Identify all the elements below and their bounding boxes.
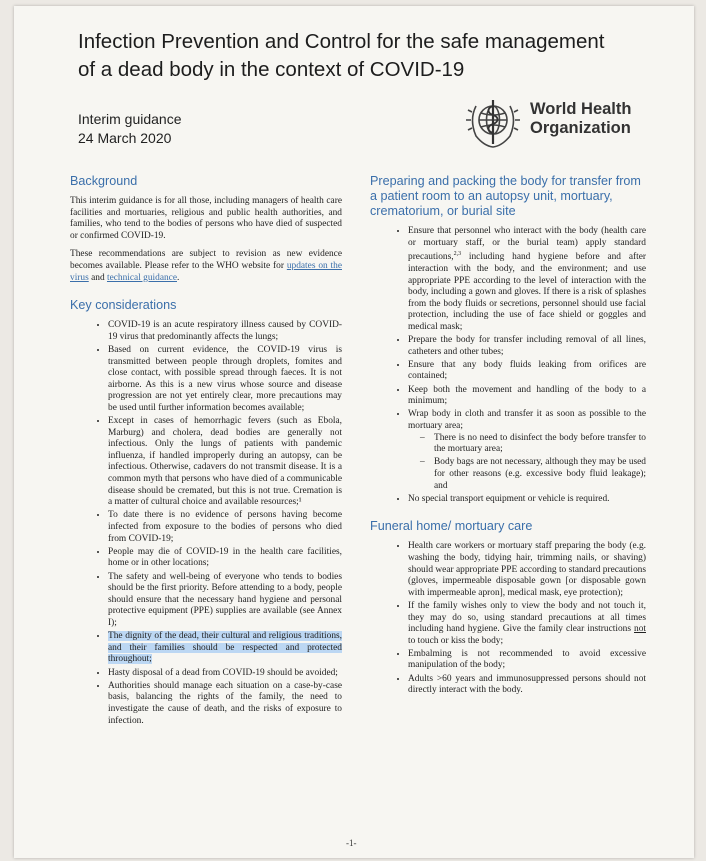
background-paragraph-2 bbox=[70, 249, 342, 284]
updates-on-virus-link[interactable]: updates on the virus bbox=[70, 260, 342, 283]
who-wordmark-line-1: World Health bbox=[530, 100, 632, 118]
list-item: • People may die of COVID-19 in the health care facilities, home or in other locations; bbox=[108, 547, 342, 570]
footnote-ref: 2,3 bbox=[453, 251, 462, 258]
who-wordmark bbox=[530, 100, 631, 138]
who-wordmark-line-2: Organization bbox=[530, 119, 631, 137]
list-item-text: If the family wishes only to view the body and not touch it, they may do so, using standard precautions at all times including hand hygiene. Give the family clear instructions bbox=[408, 600, 646, 635]
who-logo bbox=[462, 94, 642, 150]
list-item: • Ensure that any body fluids leaking from orifices are contained; bbox=[408, 360, 646, 383]
list-item: • Based on current evidence, the COVID-19 virus is transmitted between people through droplets, fomites and close contact, with possible spread through faeces. It is not airborne. As this is a new virus whose source and disease progression are not yet entirely clear, more precautions may be used until further information becomes available; bbox=[108, 345, 342, 415]
list-item: • To date there is no evidence of persons having become infected from exposure to the bodies of persons who died from COVID-19; bbox=[108, 510, 342, 545]
document-title bbox=[78, 28, 678, 84]
key-considerations-list bbox=[70, 320, 342, 727]
list-item bbox=[408, 409, 646, 492]
guidance-date: 24 March 2020 bbox=[78, 130, 172, 146]
list-item: • Adults >60 years and immunosuppressed persons should not directly interact with the body. bbox=[408, 674, 646, 697]
right-column bbox=[370, 174, 646, 703]
background-and-text: and bbox=[91, 272, 105, 283]
preparing-body-heading: Preparing and packing the body for transfer from a patient room to an autopsy unit, mortuary, crematorium, or burial site bbox=[370, 174, 641, 218]
guidance-info bbox=[78, 110, 182, 148]
title-line-2: of a dead body in the context of COVID-19 bbox=[78, 58, 465, 81]
list-item: • Prepare the body for transfer including removal of all lines, catheters and other tubes; bbox=[408, 335, 646, 358]
page-number: -1- bbox=[346, 838, 357, 848]
list-item: • No special transport equipment or vehicle is required. bbox=[408, 494, 646, 506]
technical-guidance-link[interactable]: technical guidance bbox=[106, 272, 177, 283]
list-item: • Health care workers or mortuary staff preparing the body (e.g. washing the body, tidying hair, trimming nails, or shaving) should wear appropriate PPE according to standard precautions (gloves, impermeable disposable gown [or disposable gown with impermeable apron], medical mask, eye protection); bbox=[408, 541, 646, 599]
background-heading: Background bbox=[70, 174, 138, 188]
list-item: • Embalming is not recommended to avoid excessive manipulation of the body; bbox=[408, 649, 646, 672]
highlighted-text[interactable]: The dignity of the dead, their cultural and religious traditions, and their families should be respected and protected throughout; bbox=[108, 631, 342, 665]
funeral-home-heading: Funeral home/ mortuary care bbox=[370, 519, 533, 534]
sub-list bbox=[408, 433, 646, 493]
list-item bbox=[408, 226, 646, 333]
sub-list-item: – There is no need to disinfect the body before transfer to the mortuary area; bbox=[434, 433, 646, 456]
list-item: • Except in cases of hemorrhagic fevers (such as Ebola, Marburg) and cholera, dead bodies are generally not infectious. Only the lungs of patients with pandemic influenza, if handled improperly during an autopsy, can be infectious. Otherwise, cadavers do not transmit disease. It is a common myth that persons who have died of a communicable disease should be cremated, but this is not true. Cremation is a matter of cultural choice and available resources;¹ bbox=[108, 416, 342, 509]
list-item: • Authorities should manage each situation on a case-by-case basis, balancing the rights of the family, the need to investigate the cause of death, and the risks of exposure to infection. bbox=[108, 681, 342, 727]
sub-list-item: – Body bags are not necessary, although they may be used for other reasons (e.g. excessive body fluid leakage); and bbox=[434, 457, 646, 492]
left-column bbox=[70, 174, 342, 733]
list-item bbox=[408, 601, 646, 647]
list-item-highlighted bbox=[108, 631, 342, 666]
list-item-text: to touch or kiss the body; bbox=[408, 635, 504, 646]
list-item: • COVID-19 is an acute respiratory illness caused by COVID-19 virus that predominantly affects the lungs; bbox=[108, 320, 342, 343]
list-item-text: Wrap body in cloth and transfer it as soon as possible to the mortuary area; bbox=[408, 409, 646, 431]
background-paragraph-2-text: These recommendations are subject to revision as new evidence becomes available. Please refer to the WHO website for bbox=[70, 249, 342, 271]
background-paragraph-1: This interim guidance is for all those, including managers of health care facilities and mortuaries, religious and public health authorities, and families, who tend to the bodies of persons who have died of suspected or confirmed COVID-19. bbox=[70, 196, 342, 241]
background-period: . bbox=[177, 272, 180, 283]
funeral-home-list bbox=[370, 541, 646, 697]
list-item-text: Ensure that personnel who interact with the body (health care or mortuary staff, or the burial team) apply standard precautions, bbox=[408, 226, 646, 263]
list-item: • Keep both the movement and handling of the body to a minimum; bbox=[408, 385, 646, 408]
preparing-body-list bbox=[370, 226, 646, 505]
who-emblem-icon bbox=[462, 94, 524, 150]
list-item: • The safety and well-being of everyone who tends to bodies should be the first priority. Before attending to a body, people should ensure that the necessary hand hygiene and personal protective equipment (PPE) supplies are available (see Annex I); bbox=[108, 572, 342, 630]
list-item-text: including hand hygiene before and after interaction with the body, and the environment; and use appropriate PPE according to the level of interaction with the body, including a gown and gloves. If there is a risk of splashes from the body fluids or secretions, personnel should use facial protection, including the use of face shield or goggles and medical mask; bbox=[408, 252, 646, 332]
title-line-1: Infection Prevention and Control for the safe management bbox=[78, 30, 605, 53]
list-item: • Hasty disposal of a dead from COVID-19 should be avoided; bbox=[108, 668, 342, 680]
key-considerations-heading: Key considerations bbox=[70, 298, 177, 313]
underlined-not: not bbox=[634, 624, 646, 635]
document-page bbox=[14, 6, 694, 858]
guidance-type: Interim guidance bbox=[78, 111, 182, 127]
